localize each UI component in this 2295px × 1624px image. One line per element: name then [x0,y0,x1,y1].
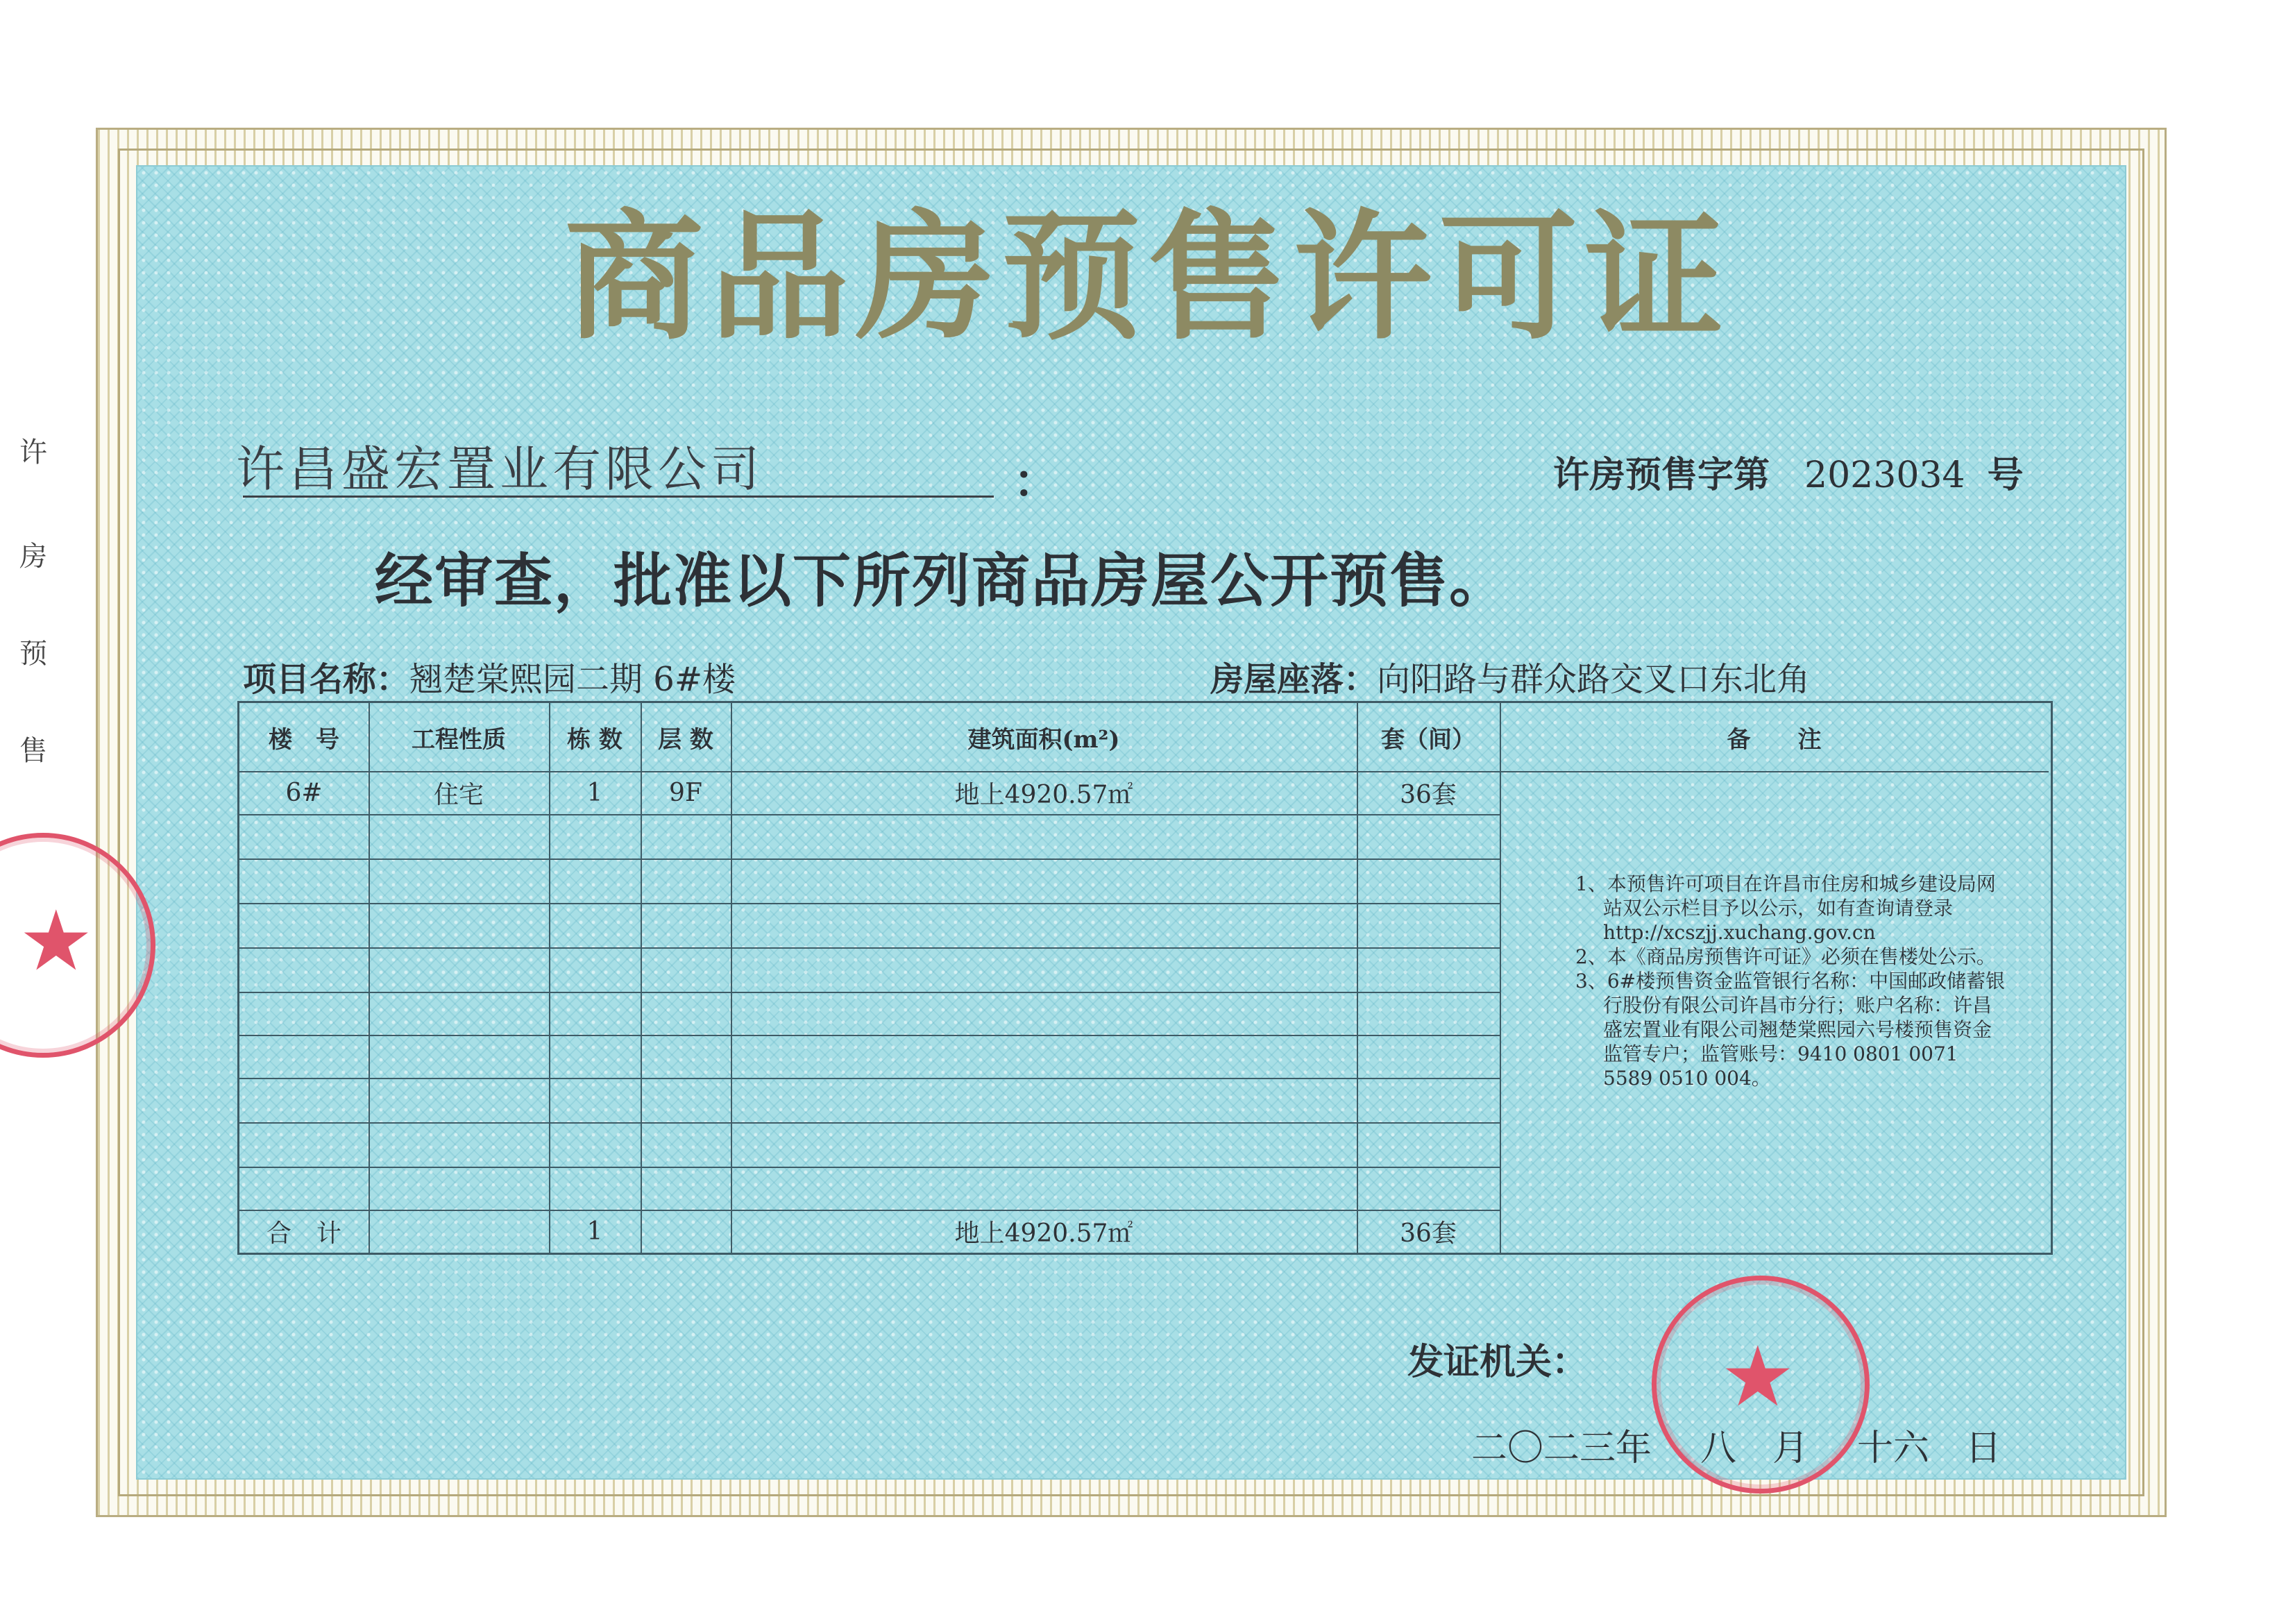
seal-star-icon: ★ [1720,1329,1795,1426]
location-label: 房屋座落： [1210,660,1378,699]
location-value: 向阳路与群众路交叉口东北角 [1377,660,1811,699]
row-divider [239,903,1500,904]
permit-prefix: 许房预售字第 [1553,454,1770,496]
project-label: 项目名称： [243,660,410,699]
row-divider [239,1167,1500,1168]
header-area: 建筑面积(m²) [967,725,1120,754]
header-count: 栋 数 [567,725,623,754]
header-remarks: 备 注 [1727,725,1822,754]
total-label: 合 计 [266,1219,341,1248]
row-divider [239,1122,1500,1124]
header-building: 楼 号 [269,725,339,754]
row-units: 36套 [1400,780,1457,809]
seal-star-icon: ★ [19,893,94,990]
side-char: 预 [19,638,47,670]
permit-number-line [1553,446,2024,498]
project-name: 翘楚棠熙园二期 6#楼 [409,660,736,699]
row-building: 6# [285,778,323,807]
header-units: 套（间） [1381,725,1475,754]
side-char: 许 [19,437,47,468]
note-2: 2、本《商品房预售许可证》必须在售楼处公示。 [1575,945,1996,968]
remarks-notes [1575,872,2006,1090]
company-name: 许昌盛宏置业有限公司 [236,441,763,498]
header-floors: 层 数 [658,725,713,754]
permit-suffix: 号 [1987,454,2024,496]
row-divider [239,858,1500,860]
total-units: 36套 [1400,1219,1457,1248]
approval-statement: 经审查，批准以下所列商品房屋公开预售。 [375,546,1509,615]
row-count: 1 [586,778,603,807]
project-name-line [243,652,736,700]
note-1: 1、本预售许可项目在许昌市住房和城乡建设局网站双公示栏目予以公示，如有查询请登录 http://xcszjj.xuchang.gov.cn [1575,872,1996,944]
company-colon: ： [1013,454,1059,508]
row-area: 地上4920.57㎡ [954,780,1133,809]
side-char: 售 [19,735,47,767]
date-month: 八 月 [1700,1428,1809,1469]
row-divider [239,947,1500,949]
side-char: 房 [19,541,47,573]
row-divider [239,1078,1500,1079]
col-divider [1500,703,1501,1253]
issuer-label: 发证机关： [1407,1341,1589,1383]
permit-number: 2023034 [1804,455,1965,496]
location-line [1210,652,1810,700]
official-seal [1652,1276,1870,1494]
total-area: 地上4920.57㎡ [954,1219,1133,1248]
row-divider [239,814,1500,815]
row-nature: 住宅 [433,780,484,809]
row-divider [239,1035,1500,1036]
total-count: 1 [586,1217,603,1246]
date-year: 二〇二三年 [1471,1428,1652,1469]
row-floors: 9F [669,778,702,807]
company-underline [243,496,994,498]
note-3: 3、6#楼预售资金监管银行名称：中国邮政储蓄银行股份有限公司许昌市分行；账户名称：许昌盛宏置业有限公司翘楚棠熙园六号楼预售资金监管专户；监管账号：9410 0801 0071 5589 0510 004。 [1575,970,2006,1090]
date-day: 十六 日 [1857,1428,2002,1469]
header-nature: 工程性质 [412,725,506,754]
row-divider [239,992,1500,993]
certificate-title: 商品房预售许可证 [564,196,1731,359]
